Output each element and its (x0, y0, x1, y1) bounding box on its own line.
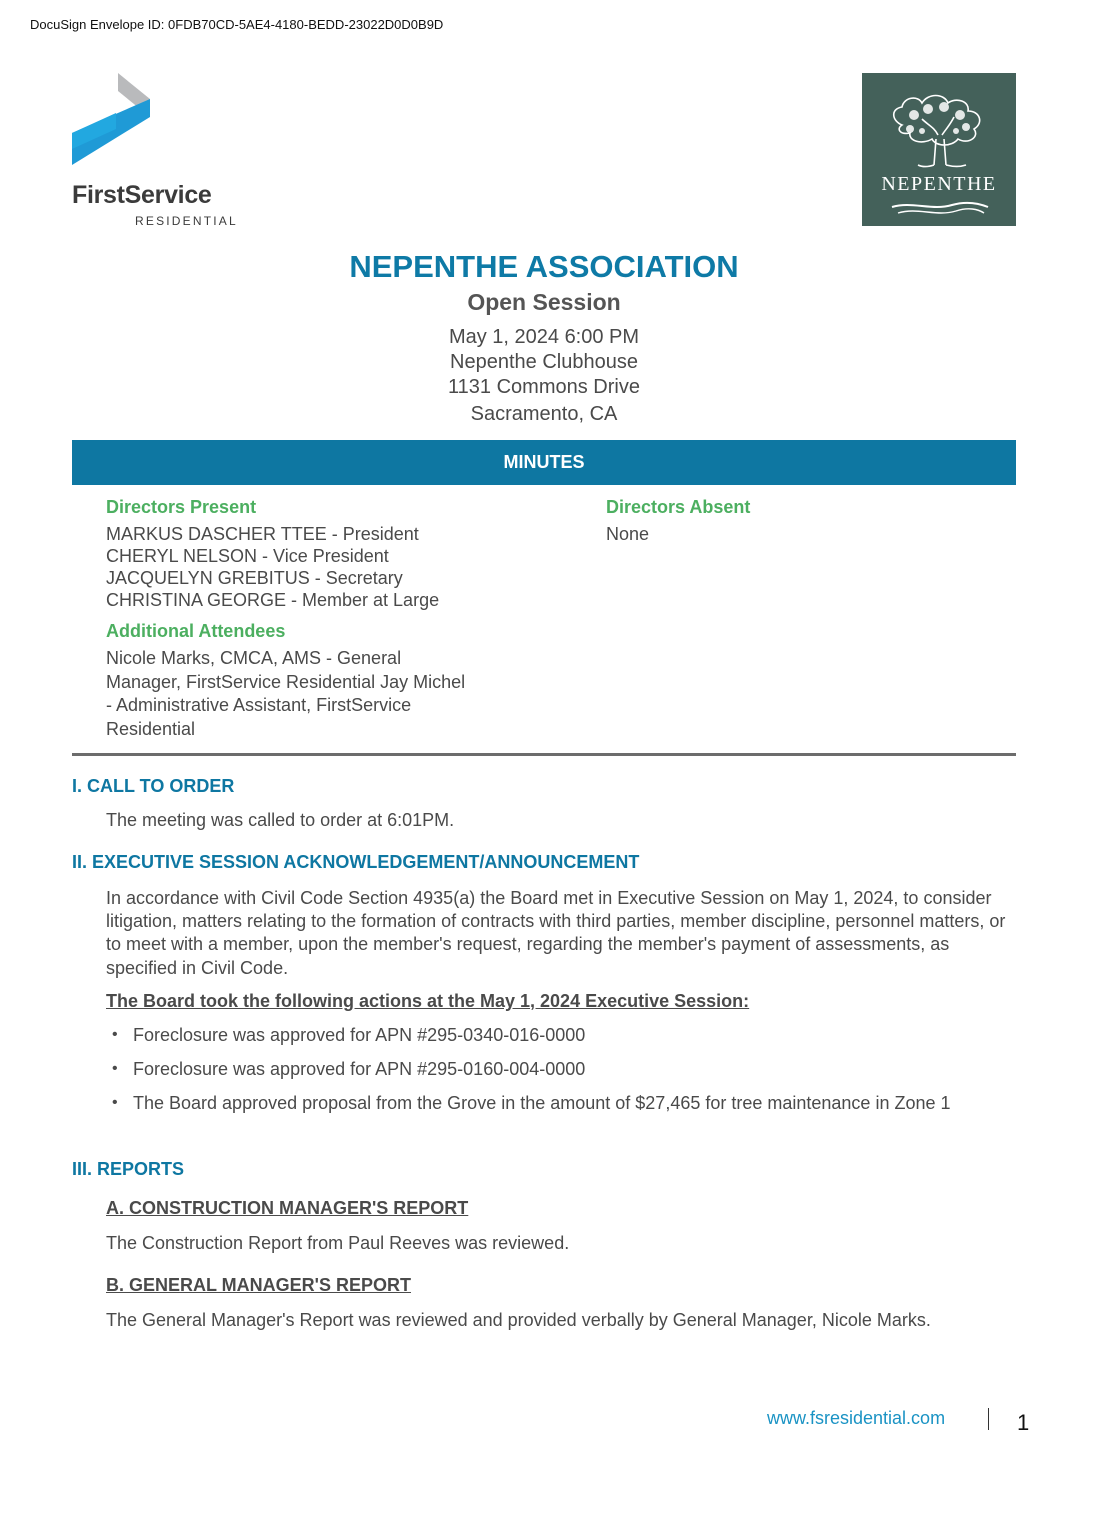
director-item: MARKUS DASCHER TTEE - President (106, 524, 419, 544)
envelope-id: DocuSign Envelope ID: 0FDB70CD-5AE4-4180-BEDD-23022D0D0B9D (30, 17, 444, 32)
page-subtitle: Open Session (467, 289, 621, 315)
nepenthe-logo-word: NEPENTHE (881, 173, 997, 195)
construction-report-heading: A. CONSTRUCTION MANAGER'S REPORT (106, 1198, 469, 1218)
directors-absent-heading: Directors Absent (606, 497, 751, 517)
construction-report-text: The Construction Report from Paul Reeves was reviewed. (106, 1233, 570, 1253)
call-to-order-heading: I. CALL TO ORDER (72, 776, 235, 796)
director-item: CHERYL NELSON - Vice President (106, 546, 389, 566)
executive-actions-list (106, 1024, 1011, 1126)
firstservice-chevron-icon (72, 73, 152, 168)
footer-separator (988, 1408, 989, 1430)
general-manager-report-text: The General Manager's Report was reviewed and provided verbally by General Manager, Nicole Marks. (106, 1310, 931, 1330)
nepenthe-logo (862, 73, 1016, 226)
list-item: • Foreclosure was approved for APN #295-0160-004-0000 (106, 1058, 1011, 1080)
directors-present-heading: Directors Present (106, 497, 257, 517)
footer-url-link[interactable]: www.fsresidential.com (767, 1408, 946, 1428)
executive-session-paragraph: In accordance with Civil Code Section 4935(a) the Board met in Executive Session on May 1, 2024, to consider litigation, matters relating to the formation of contracts with third parties, member discipline, personnel matters, or to meet with a member, upon the member's request, regarding the member's payment of assessments, as specified in Civil Code. (106, 888, 1006, 978)
executive-actions-heading: The Board took the following actions at the May 1, 2024 Executive Session: (106, 991, 750, 1011)
meeting-date: May 1, 2024 6:00 PM (448, 326, 640, 348)
firstservice-name: FirstService (72, 181, 212, 209)
director-item: JACQUELYN GREBITUS - Secretary (106, 568, 403, 588)
tree-icon (862, 73, 1016, 226)
meeting-city: Sacramento, CA (470, 403, 618, 425)
general-manager-report-heading: B. GENERAL MANAGER'S REPORT (106, 1275, 411, 1295)
executive-session-heading: II. EXECUTIVE SESSION ACKNOWLEDGEMENT/ANNOUNCEMENT (72, 852, 640, 872)
additional-attendees-heading: Additional Attendees (106, 621, 286, 641)
meeting-street: 1131 Commons Drive (448, 376, 640, 398)
list-item: • The Board approved proposal from the Grove in the amount of $27,465 for tree maintenance in Zone 1 (106, 1092, 1011, 1114)
firstservice-logo (72, 73, 242, 233)
page-title: NEPENTHE ASSOCIATION (349, 249, 739, 284)
firstservice-sub: RESIDENTIAL (135, 214, 238, 228)
reports-heading: III. REPORTS (72, 1159, 185, 1179)
director-item: CHRISTINA GEORGE - Member at Large (106, 590, 440, 610)
minutes-bar: MINUTES (72, 440, 1016, 485)
list-item: • Foreclosure was approved for APN #295-0340-016-0000 (106, 1024, 1011, 1046)
section-divider (72, 753, 1016, 756)
additional-attendees-text: Nicole Marks, CMCA, AMS - General Manager, FirstService Residential Jay Michel - Administrative Assistant, FirstService Residential (106, 648, 466, 739)
call-to-order-text: The meeting was called to order at 6:01PM. (106, 810, 455, 830)
directors-absent-value: None (606, 524, 650, 544)
directors-present-list (106, 523, 439, 611)
page-number: 1 (1017, 1410, 1030, 1435)
meeting-venue: Nepenthe Clubhouse (450, 351, 638, 373)
